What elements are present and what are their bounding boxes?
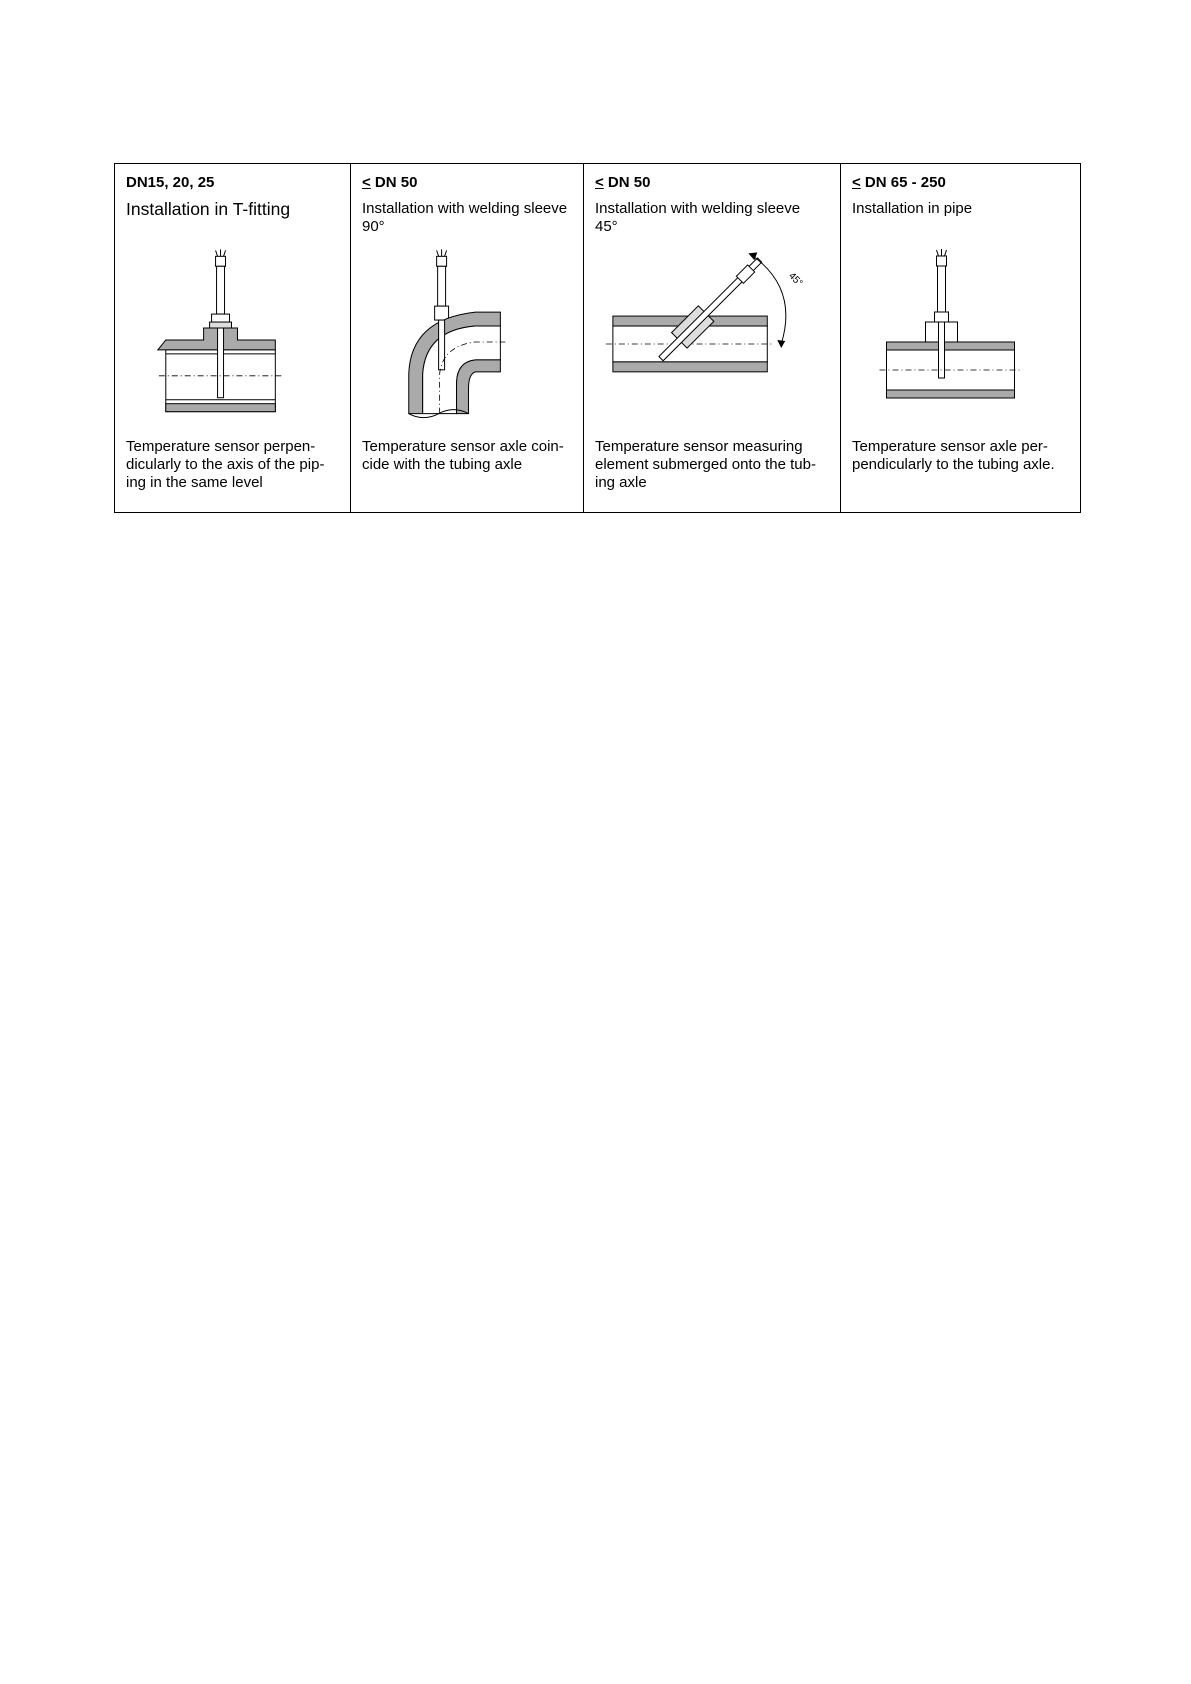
size-value: DN 65 - 250 xyxy=(860,174,946,191)
column-size-heading xyxy=(362,174,417,191)
column-title: Installation in T-fitting xyxy=(126,199,291,219)
column-t-fitting xyxy=(115,164,351,512)
tee-fitting-diagram xyxy=(115,234,350,434)
size-prefix: < xyxy=(595,174,604,191)
size-value: DN 50 xyxy=(370,174,418,191)
angle-label: 45° xyxy=(786,270,805,289)
column-description: Temperature sensor axle coin- cide with the tubing axle xyxy=(362,438,564,473)
column-welding-sleeve-45 xyxy=(584,164,841,512)
column-description: Temperature sensor perpen- dicularly to the axis of the pip- ing in the same level xyxy=(126,438,325,491)
column-description: Temperature sensor axle per- pendicularly to the tubing axle. xyxy=(852,438,1055,473)
column-pipe-installation xyxy=(841,164,1080,512)
pipe-installation-diagram xyxy=(841,234,1080,434)
installation-table xyxy=(114,163,1081,513)
column-size-heading xyxy=(852,174,946,191)
column-title: Installation in pipe xyxy=(852,200,973,217)
size-value: DN 50 xyxy=(603,174,651,191)
size-prefix: < xyxy=(852,174,861,191)
column-size-heading xyxy=(595,174,650,191)
column-title: Installation with welding sleeve 45° xyxy=(595,200,801,235)
column-description: Temperature sensor measuring element submerged onto the tub- ing axle xyxy=(595,438,816,491)
angled-welding-sleeve-diagram xyxy=(584,234,840,434)
column-size-heading: DN15, 20, 25 xyxy=(126,174,215,191)
column-welding-sleeve-90 xyxy=(351,164,584,512)
column-title: Installation with welding sleeve 90° xyxy=(362,200,568,235)
size-prefix: < xyxy=(362,174,371,191)
elbow-welding-sleeve-diagram xyxy=(351,234,583,434)
